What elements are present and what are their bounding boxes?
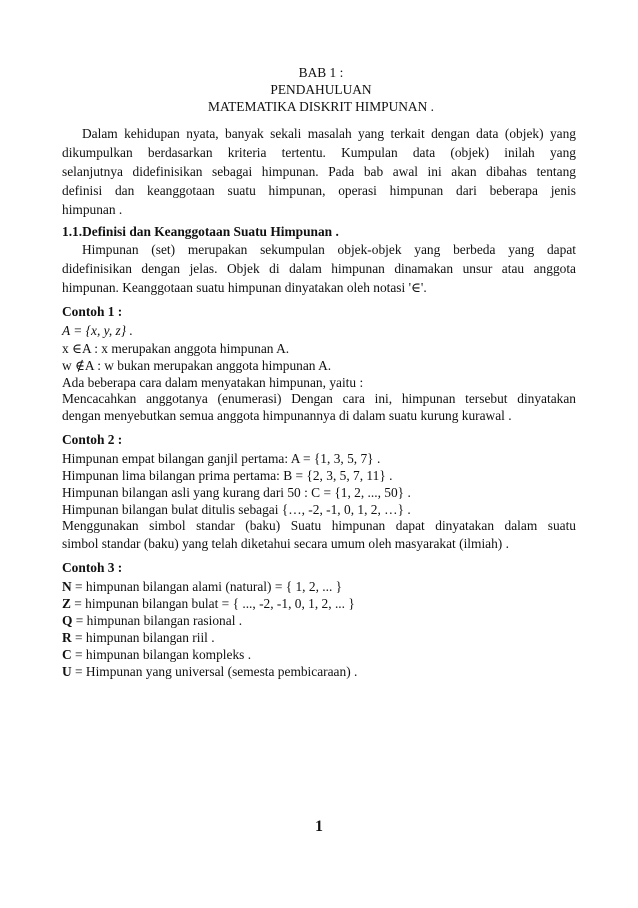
chapter-title: PENDAHULUAN [270,82,372,97]
set-definition: = himpunan bilangan rasional . [72,613,243,628]
intro-line: dikumpulkan berdasarkan kriteria tertentu. Kumpulan data (objek) inilah yang [62,145,576,160]
set-definition: = himpunan bilangan kompleks . [71,647,252,662]
set-symbol: U [62,664,72,679]
set-definition: = himpunan bilangan alami (natural) = { 1, 2, ... } [71,579,343,594]
set-definition: = Himpunan yang universal (semesta pembicaraan) . [71,664,358,679]
set-definition: = himpunan bilangan bulat = { ..., -2, -1, 0, 1, 2, ... } [70,596,355,611]
set-symbol: Z [62,596,71,611]
example-2-line: Himpunan bilangan asli yang kurang dari 50 : C = {1, 2, ..., 50} . [62,485,411,500]
example-2-line: simbol standar (baku) yang telah diketahui secara umum oleh masyarakat (ilmiah) . [62,536,509,551]
section-line: Himpunan (set) merupakan sekumpulan objek-objek yang berbeda yang dapat [82,242,576,257]
example-1-line: w ∉A : w bukan merupakan anggota himpunan A. [62,358,332,373]
section-title: 1.1.Definisi dan Keanggotaan Suatu Himpunan . [62,224,339,239]
example-1-line: Ada beberapa cara dalam menyatakan himpunan, yaitu : [62,375,364,390]
example-2-line: Menggunakan simbol standar (baku) Suatu himpunan dapat dinyatakan dalam suatu [62,518,576,533]
intro-line: definisi dan keanggotaan suatu himpunan, operasi himpunan dari beberapa jenis [62,183,576,198]
chapter-heading [0,64,638,115]
set-symbol: N [62,579,72,594]
set-symbol: R [62,630,72,645]
set-definition: = himpunan bilangan riil . [71,630,215,645]
intro-line: Dalam kehidupan nyata, banyak sekali masalah yang terkait dengan data (objek) yang [82,126,576,141]
example-2-line: Himpunan bilangan bulat ditulis sebagai {…, -2, -1, 0, 1, 2, …} . [62,502,411,517]
set-definition-row [62,662,357,681]
example-1-line: A = {x, y, z} . [62,323,133,338]
example-1-title: Contoh 1 : [62,304,123,319]
page-number: 1 [315,818,323,835]
intro-line: selanjutnya didefinisikan sebagai himpunan. Pada bab awal ini akan dibahas tentang [62,164,576,179]
intro-line: himpunan . [62,202,123,217]
chapter-subtitle: MATEMATIKA DISKRIT HIMPUNAN . [208,99,434,114]
set-symbol: Q [62,613,73,628]
example-2-paragraph [62,517,576,553]
example-1-paragraph [62,390,576,424]
intro-paragraph [62,124,576,219]
example-2-line: Himpunan empat bilangan ganjil pertama: A = {1, 3, 5, 7} . [62,451,381,466]
example-3-title: Contoh 3 : [62,560,123,575]
section-line: himpunan. Keanggotaan suatu himpunan dinyatakan oleh notasi '∈'. [62,280,427,295]
example-1-line: x ∈A : x merupakan anggota himpunan A. [62,341,290,356]
set-symbol: C [62,647,72,662]
section-line: didefinisikan dengan jelas. Objek di dalam himpunan dinamakan unsur atau anggota [62,261,576,276]
example-2-line: Himpunan lima bilangan prima pertama: B = {2, 3, 5, 7, 11} . [62,468,393,483]
example-1-line: dengan menyebutkan semua anggota himpunannya di dalam suatu kurung kurawal . [62,408,512,423]
chapter-number: BAB 1 : [298,65,344,80]
section-paragraph [62,240,576,297]
example-2-title: Contoh 2 : [62,432,123,447]
example-1-line: Mencacahkan anggotanya (enumerasi) Dengan cara ini, himpunan tersebut dinyatakan [62,391,576,406]
